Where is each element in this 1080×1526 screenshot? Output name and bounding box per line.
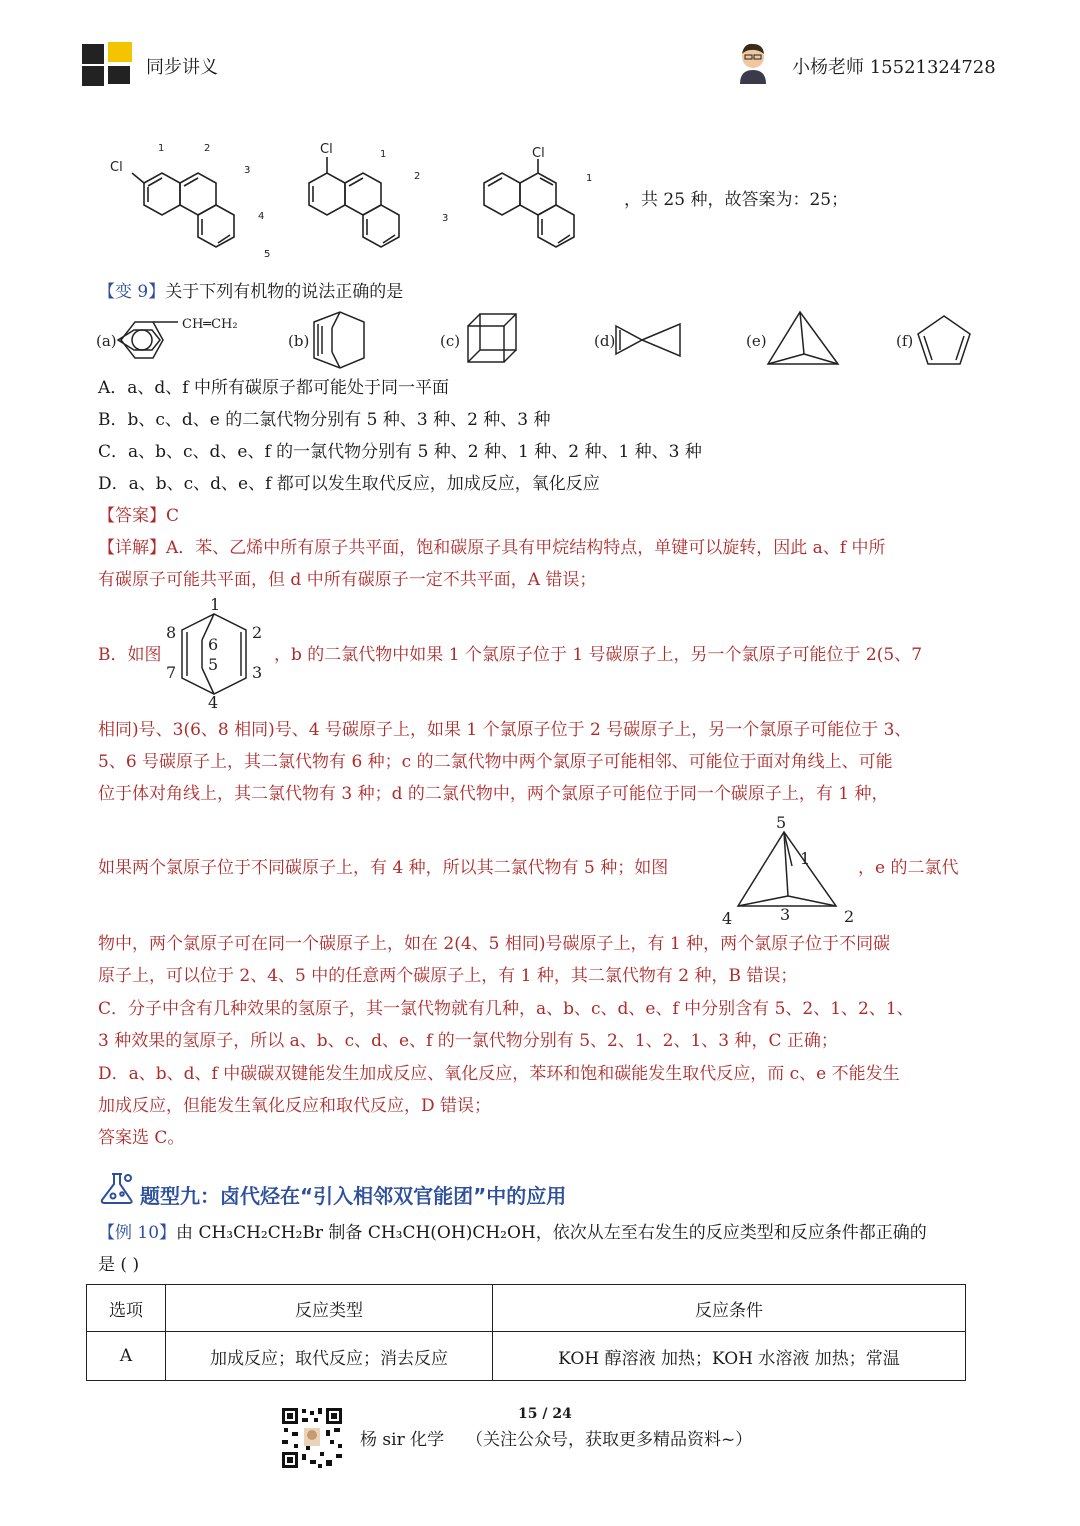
- svg-text:7: 7: [166, 663, 177, 682]
- svg-text:1: 1: [210, 596, 221, 614]
- label-f: (f): [896, 332, 914, 350]
- svg-text:5: 5: [264, 249, 271, 260]
- b-text-3: 5、6 号碳原子上，其二氯代物有 6 种；c 的二氯代物中两个氯原子可能相邻、可能位于面对角线上、可能: [98, 752, 893, 772]
- header-logo: [82, 42, 134, 86]
- footer-brand: 杨 sir 化学: [360, 1430, 445, 1450]
- styrene-icon: [118, 322, 178, 358]
- svg-text:5: 5: [776, 813, 787, 832]
- q9-detail-1: 【详解】A．苯、乙烯中所有原子共平面，饱和碳原子具有甲烷结构特点，单键可以旋转，因此 a、f 中所: [98, 538, 886, 558]
- ex10-stem-1: 【例 10】由 CH₃CH₂CH₂Br 制备 CH₃CH(OH)CH₂OH，依次从左至右发生的反应类型和反应条件都正确的: [98, 1223, 927, 1243]
- svg-text:3: 3: [252, 663, 263, 682]
- ex10-stem-2: 是 ( ): [98, 1255, 140, 1275]
- qr-code: [280, 1406, 344, 1470]
- q9-detail-2: 有碳原子可能共平面，但 d 中所有碳原子一定不共平面，A 错误；: [98, 570, 597, 590]
- answer-tail: ，共 25 种，故答案为：25；: [624, 190, 849, 210]
- table-row: [87, 1332, 966, 1381]
- structure-9-chlorophenanthrene: [484, 159, 574, 247]
- phenanthrene-structures: [100, 135, 620, 270]
- header-teacher: 小杨老师 15521324728: [792, 57, 996, 78]
- molecule-row: [96, 308, 976, 372]
- cell-option: A: [87, 1332, 166, 1381]
- q9-option-b: B．b、c、d、e 的二氯代物分别有 5 种、3 种、2 种、3 种: [98, 410, 551, 430]
- q9-option-c: C．a、b、c、d、e、f 的一氯代物分别有 5 种、2 种、1 种、2 种、1 种、3 种: [98, 442, 702, 462]
- section-title: 题型九：卤代烃在“引入相邻双官能团”中的应用: [140, 1184, 567, 1208]
- svg-text:4: 4: [722, 909, 733, 928]
- options-table: [86, 1284, 966, 1381]
- cubane-icon: [468, 314, 516, 362]
- svg-text:1: 1: [800, 849, 811, 868]
- b-text-8: 原子上，可以位于 2、4、5 中的任意两个碳原子上，有 1 种，其二氯代物有 2 种，B 错误；: [98, 966, 798, 986]
- svg-text:2: 2: [204, 143, 211, 154]
- svg-text:Cl: Cl: [532, 146, 545, 161]
- d-text-2: 加成反应，但能发生氧化反应和取代反应，D 错误；: [98, 1096, 492, 1116]
- q9-answer: 【答案】C: [98, 506, 180, 526]
- c-text-2: 3 种效果的氢原子，所以 a、b、c、d、e、f 的一氯代物分别有 5、2、1、2、1、3 种，C 正确；: [98, 1031, 838, 1051]
- svg-text:2: 2: [844, 907, 855, 926]
- bicyclopentane-numbered-figure: [718, 808, 868, 930]
- label-e: (e): [746, 332, 767, 350]
- bicyclopentane-icon: [768, 312, 838, 364]
- cell-reaction-condition: KOH 醇溶液 加热；KOH 水溶液 加热；常温: [493, 1332, 966, 1381]
- label-b: (b): [288, 332, 310, 350]
- b-text-2: 相同)号、3(6、8 相同)号、4 号碳原子上，如果 1 个氯原子位于 2 号碳原子上，另一个氯原子可能位于 3、: [98, 720, 912, 740]
- c-text-1: C．分子中含有几种效果的氢原子，其一氯代物就有几种，a、b、c、d、e、f 中分别含有 5、2、1、2、1、: [98, 999, 914, 1019]
- svg-text:3: 3: [780, 905, 791, 924]
- ex10-tag: 【例 10】: [98, 1223, 177, 1243]
- b-text-6: ，e 的二氯代: [858, 858, 959, 878]
- d-text-1: D．a、b、d、f 中碳碳双键能发生加成反应、氧化反应，苯环和饱和碳能发生取代反应，而 c、e 不能发生: [98, 1064, 900, 1084]
- spiropentadiene-icon: [616, 324, 680, 356]
- bicyclooctadiene-icon: [314, 312, 364, 368]
- footer-slogan: （关注公众号，获取更多精品资料~）: [466, 1430, 753, 1450]
- svg-text:2: 2: [414, 171, 421, 182]
- svg-text:2: 2: [252, 623, 263, 642]
- cl-label: Cl: [110, 160, 123, 175]
- vinyl-label: CH═CH₂: [182, 317, 238, 332]
- q9-option-a: A．a、d、f 中所有碳原子都可能处于同一平面: [98, 378, 449, 398]
- svg-text:Cl: Cl: [320, 142, 333, 157]
- svg-text:4: 4: [208, 693, 219, 710]
- b-text-5: 如果两个氯原子位于不同碳原子上，有 4 种，所以其二氯代物有 5 种；如图: [98, 858, 669, 878]
- flask-icon: [98, 1170, 136, 1206]
- page-number: 15 / 24: [518, 1406, 572, 1422]
- svg-text:1: 1: [586, 173, 593, 184]
- q9-tag: 【变 9】: [98, 282, 166, 302]
- teacher-avatar: [736, 40, 770, 84]
- q9-stem: 【变 9】关于下列有机物的说法正确的是: [98, 282, 404, 302]
- label-a: (a): [96, 332, 117, 350]
- b-text-4: 位于体对角线上，其二氯代物有 3 种；d 的二氯代物中，两个氯原子可能位于同一个碳原子上，有 1 种，: [98, 784, 889, 804]
- header-course: 同步讲义: [146, 57, 218, 78]
- th-reaction-type: 反应类型: [166, 1285, 493, 1332]
- label-d: (d): [594, 332, 616, 350]
- svg-text:6: 6: [208, 635, 219, 654]
- svg-text:8: 8: [166, 623, 177, 642]
- svg-text:1: 1: [380, 149, 387, 160]
- label-c: (c): [440, 332, 461, 350]
- b-prefix: B．如图: [98, 645, 162, 665]
- svg-text:3: 3: [442, 213, 449, 224]
- table-header-row: [87, 1285, 966, 1332]
- cyclopentadiene-icon: [918, 316, 970, 364]
- svg-text:3: 3: [244, 165, 251, 176]
- structure-1-chlorophenanthrene: [309, 157, 399, 247]
- b-text-7: 物中，两个氯原子可在同一个碳原子上，如在 2(4、5 相同)号碳原子上，有 1 种，两个氯原子位于不同碳: [98, 934, 891, 954]
- th-option: 选项: [87, 1285, 166, 1332]
- bicyclo-numbered-figure: [162, 596, 272, 710]
- svg-text:5: 5: [208, 655, 219, 674]
- cell-reaction-type: 加成反应；取代反应；消去反应: [166, 1332, 493, 1381]
- th-reaction-condition: 反应条件: [493, 1285, 966, 1332]
- svg-text:1: 1: [158, 143, 165, 154]
- q9-option-d: D．a、b、c、d、e、f 都可以发生取代反应，加成反应，氧化反应: [98, 474, 600, 494]
- svg-text:4: 4: [258, 211, 265, 222]
- b-text-1: ，b 的二氯代物中如果 1 个氯原子位于 1 号碳原子上，另一个氯原子可能位于 2(5、7: [274, 645, 923, 665]
- final-answer: 答案选 C。: [98, 1128, 185, 1148]
- structure-2-chlorophenanthrene: [132, 173, 234, 247]
